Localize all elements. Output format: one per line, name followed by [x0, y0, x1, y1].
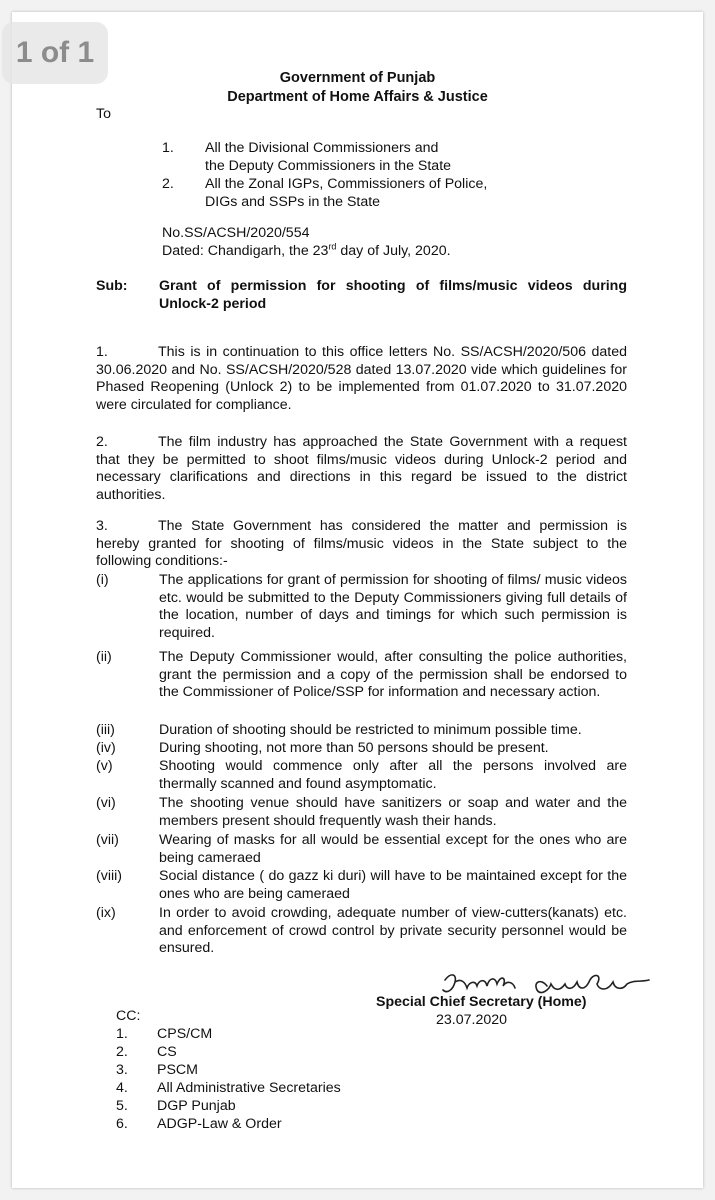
- condition-text: The shooting venue should have sanitizers or soap and water and the members present should frequently wash their hands.: [159, 795, 627, 829]
- condition-text: The applications for grant of permission for shooting of films/ music videos etc. would be submitted to the Deputy Commissioners giving full details of the location, number of days and timings for which such permission is required.: [159, 572, 627, 641]
- recipient-line: the Deputy Commissioners in the State: [205, 158, 452, 174]
- letter-body: [12, 12, 703, 1188]
- condition-text: Duration of shooting should be restricted to minimum possible time.: [159, 722, 582, 738]
- recipient-num: 1.: [162, 140, 174, 156]
- org-heading: Government of Punjab: [279, 70, 436, 86]
- condition-num: (viii): [96, 868, 122, 884]
- condition-text: In order to avoid crowding, adequate number of view-cutters(kanats) etc. and enforcement of crowd control by private security personnel would be ensured.: [159, 905, 627, 956]
- signature-date: 23.07.2020: [436, 1012, 508, 1028]
- cc-num: 1.: [116, 1026, 128, 1042]
- condition-num: (ix): [96, 905, 116, 921]
- condition-text: During shooting, not more than 50 persons should be present.: [159, 740, 549, 756]
- recipient-line: All the Divisional Commissioners and: [205, 140, 439, 156]
- paragraph: 1. This is in continuation to this office letters No. SS/ACSH/2020/506 dated 30.06.2020 and No. SS/ACSH/2020/528 dated 13.07.2020 vide which guidelines for Phased Reopening (Unlock 2) to be implemented from 01.07.2020 to 31.07.2020 were circulated for compliance.: [96, 344, 627, 413]
- to-label: To: [96, 106, 111, 122]
- cc-num: 3.: [116, 1062, 128, 1078]
- cc-num: 2.: [116, 1044, 128, 1060]
- cc-item: DGP Punjab: [157, 1098, 236, 1114]
- paragraph: 3. The State Government has considered the matter and permission is hereby granted for shooting of films/music videos in the State subject to the following conditions:-: [96, 518, 627, 569]
- condition-num: (i): [96, 572, 109, 588]
- paragraph-num: 1.: [96, 344, 108, 360]
- cc-item: CPS/CM: [157, 1026, 213, 1042]
- condition-text: The Deputy Commissioner would, after consulting the police authorities, grant the permission and a copy of the permission shall be endorsed to the Commissioner of Police/SSP for information and necessary action.: [159, 649, 627, 700]
- signatory-title: Special Chief Secretary (Home): [376, 994, 587, 1010]
- condition-num: (vi): [96, 795, 116, 811]
- condition-num: (vii): [96, 832, 119, 848]
- paragraph-num: 3.: [96, 518, 108, 534]
- document-page: [12, 12, 703, 1188]
- dept-heading: Department of Home Affairs & Justice: [227, 89, 488, 105]
- cc-item: CS: [157, 1044, 177, 1060]
- subject-text: Grant of permission for shooting of films/music videos during Unlock-2 period: [159, 278, 627, 312]
- cc-item: ADGP-Law & Order: [157, 1116, 282, 1132]
- condition-num: (ii): [96, 649, 112, 665]
- condition-text: Wearing of masks for all would be essential except for the ones who are being cameraed: [159, 832, 627, 866]
- subject-label: Sub:: [96, 278, 128, 294]
- paragraph-num: 2.: [96, 434, 108, 450]
- cc-item: PSCM: [157, 1062, 198, 1078]
- cc-item: All Administrative Secretaries: [157, 1080, 341, 1096]
- cc-num: 5.: [116, 1098, 128, 1114]
- recipient-num: 2.: [162, 176, 174, 192]
- cc-num: 6.: [116, 1116, 128, 1132]
- condition-num: (v): [96, 758, 113, 774]
- reference-number: No.SS/ACSH/2020/554: [162, 225, 310, 241]
- recipient-line: All the Zonal IGPs, Commissioners of Police,: [205, 176, 488, 192]
- cc-num: 4.: [116, 1080, 128, 1096]
- condition-num: (iii): [96, 722, 115, 738]
- cc-label: CC:: [116, 1008, 141, 1024]
- page-counter: 1 of 1: [2, 22, 108, 84]
- condition-num: (iv): [96, 740, 116, 756]
- condition-text: Shooting would commence only after all the persons involved are thermally scanned and found asymptomatic.: [159, 758, 627, 792]
- dated-line: Dated: Chandigarh, the 23rd day of July, 2020.: [162, 241, 451, 259]
- condition-text: Social distance ( do gazz ki duri) will have to be maintained except for the ones who are being cameraed: [159, 868, 627, 902]
- paragraph: 2. The film industry has approached the State Government with a request that they be permitted to shoot films/music videos during Unlock-2 period and necessary clarifications and directions in this regard be issued to the district authorities.: [96, 434, 627, 503]
- recipient-line: DIGs and SSPs in the State: [205, 194, 381, 210]
